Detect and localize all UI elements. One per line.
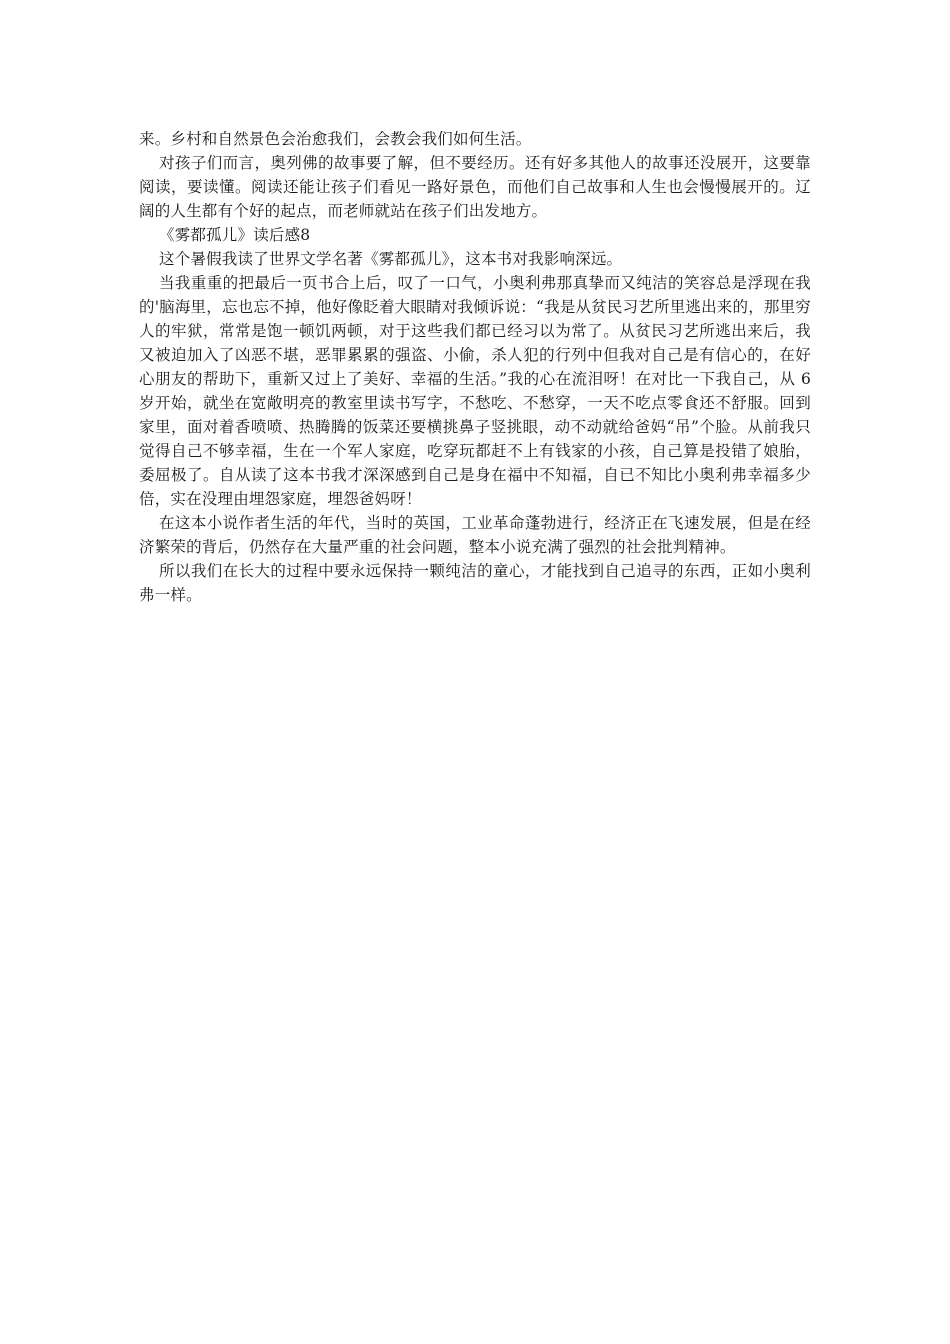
paragraph-background: 在这本小说作者生活的年代，当时的英国，工业革命蓬勃进行，经济正在飞速发展，但是在经济繁荣的背后，仍然存在大量严重的社会问题，整本小说充满了强烈的社会批判精神。 bbox=[139, 514, 811, 556]
paragraph-conclusion: 所以我们在长大的过程中要永远保持一颗纯洁的童心，才能找到自己追寻的东西，正如小奥利弗一样。 bbox=[139, 562, 811, 604]
document-body bbox=[139, 127, 811, 607]
paragraph-intro: 这个暑假我读了世界文学名著《雾都孤儿》，这本书对我影响深远。 bbox=[159, 250, 623, 268]
paragraph-continuation: 来。乡村和自然景色会治愈我们，会教会我们如何生活。 bbox=[139, 130, 532, 148]
paragraph-oliver-story: 对孩子们而言，奥列佛的故事要了解，但不要经历。还有好多其他人的故事还没展开，这要靠阅读，要读懂。阅读还能让孩子们看见一路好景色，而他们自己故事和人生也会慢慢展开的。辽阔的人生都有个好的起点，而老师就站在孩子们出发地方。 bbox=[139, 154, 811, 220]
paragraph-reflection: 当我重重的把最后一页书合上后，叹了一口气，小奥利弗那真挚而又纯洁的笑容总是浮现在我的'脑海里，忘也忘不掉，他好像眨着大眼睛对我倾诉说：“我是从贫民习艺所里逃出来的，那里穷人的牢狱，常常是饱一顿饥两顿，对于这些我们都已经习以为常了。从贫民习艺所逃出来后，我又被迫加入了凶恶不堪，恶罪累累的强盗、小偷，杀人犯的行列中但我对自己是有信心的，在好心朋友的帮助下，重新又过上了美好、幸福的生活。”我的心在流泪呀！在对比一下我自己，从 6 岁开始，就坐在宽敞明亮的教室里读书写字，不愁吃、不愁穿，一天不吃点零食还不舒服。回到家里，面对着香喷喷、热腾腾的饭菜还要横挑鼻子竖挑眼，动不动就给爸妈“吊”个脸。从前我只觉得自己不够幸福，生在一个军人家庭，吃穿玩都赶不上有钱家的小孩，自己算是投错了娘胎，委屈极了。自从读了这本书我才深深感到自己是身在福中不知福，自已不知比小奥利弗幸福多少倍，实在没理由埋怨家庭，埋怨爸妈呀！ bbox=[139, 274, 811, 508]
section-heading: 《雾都孤儿》读后感8 bbox=[159, 226, 311, 244]
